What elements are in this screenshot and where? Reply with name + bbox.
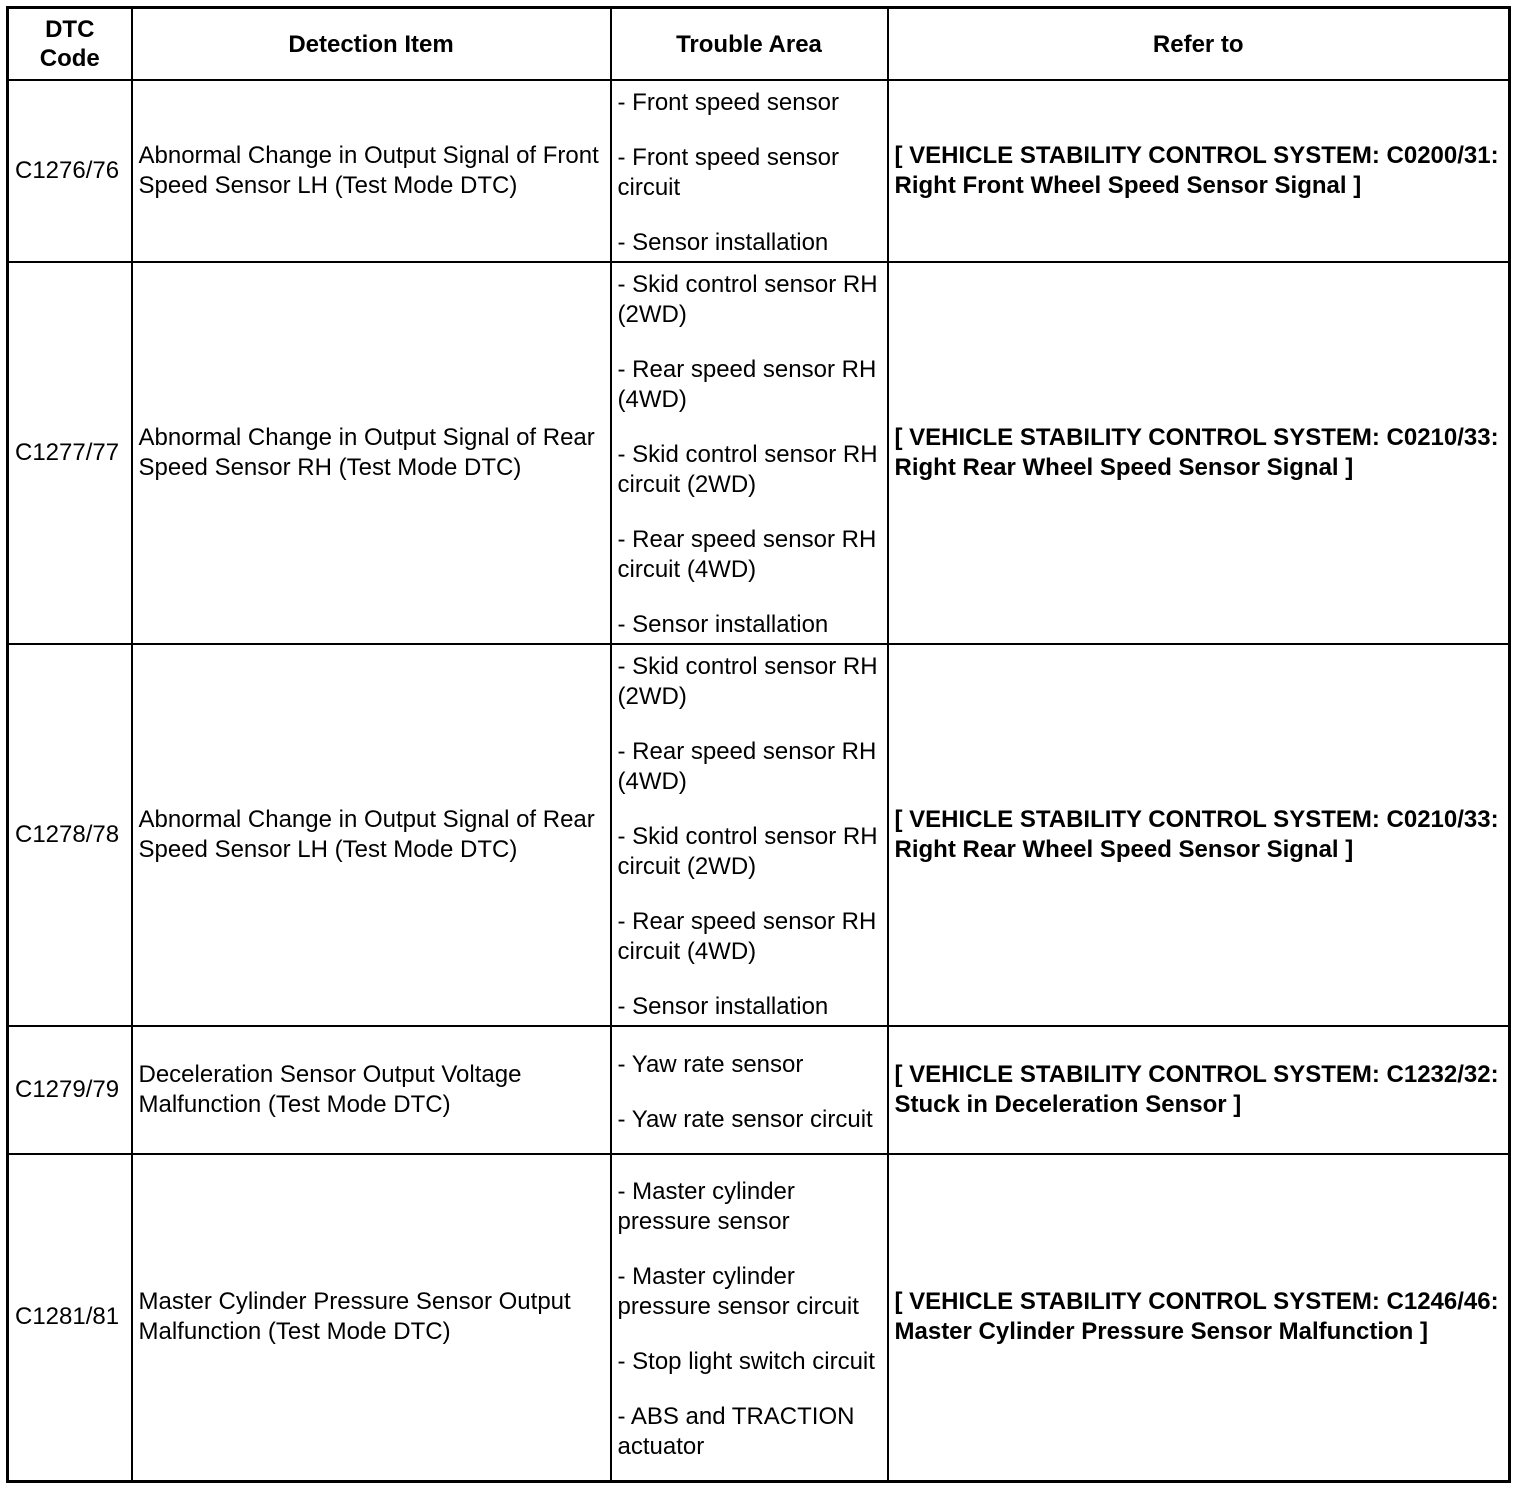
trouble-area-item: - Yaw rate sensor — [617, 1050, 804, 1078]
trouble-area-item: - Yaw rate sensor circuit — [617, 1105, 873, 1133]
trouble-area-item: - Rear speed sensor RH (4WD) — [617, 738, 877, 795]
trouble-area-cell — [611, 644, 888, 1026]
trouble-area-item: - Skid control sensor RH circuit (2WD) — [617, 441, 878, 498]
refer-to-cell: [ VEHICLE STABILITY CONTROL SYSTEM: C1232/32: Stuck in Deceleration Sensor ] — [888, 1026, 1510, 1154]
trouble-area-item: - ABS and TRACTION actuator — [617, 1402, 855, 1460]
detection-item-cell: Abnormal Change in Output Signal of Front Speed Sensor LH (Test Mode DTC) — [132, 80, 611, 262]
table-row — [8, 80, 1510, 262]
table-row — [8, 262, 1510, 644]
trouble-area-cell — [611, 1154, 888, 1481]
trouble-area-item: - Stop light switch circuit — [617, 1347, 875, 1375]
refer-to-cell: [ VEHICLE STABILITY CONTROL SYSTEM: C0210/33: Right Rear Wheel Speed Sensor Signal ] — [888, 262, 1510, 644]
detection-item-cell: Master Cylinder Pressure Sensor Output Malfunction (Test Mode DTC) — [132, 1154, 611, 1481]
detection-item-cell: Abnormal Change in Output Signal of Rear Speed Sensor RH (Test Mode DTC) — [132, 262, 611, 644]
dtc-code-cell: C1276/76 — [8, 80, 132, 262]
header-row — [8, 8, 1510, 81]
dtc-code-cell: C1278/78 — [8, 644, 132, 1026]
trouble-area-item: - Front speed sensor circuit — [617, 144, 839, 201]
dtc-table — [6, 6, 1511, 1483]
trouble-area-item: - Master cylinder pressure sensor — [617, 1177, 795, 1235]
trouble-area-item: - Front speed sensor — [617, 89, 839, 116]
dtc-code-cell: C1281/81 — [8, 1154, 132, 1481]
refer-to-cell: [ VEHICLE STABILITY CONTROL SYSTEM: C1246/46: Master Cylinder Pressure Sensor Malfunction ] — [888, 1154, 1510, 1481]
table-row — [8, 1026, 1510, 1154]
trouble-area-item: - Rear speed sensor RH (4WD) — [617, 356, 877, 413]
trouble-area-cell — [611, 262, 888, 644]
header-detection-item: Detection Item — [132, 8, 611, 81]
trouble-area-cell — [611, 80, 888, 262]
trouble-area-item: - Master cylinder pressure sensor circuit — [617, 1262, 859, 1320]
detection-item-cell: Deceleration Sensor Output Voltage Malfunction (Test Mode DTC) — [132, 1026, 611, 1154]
trouble-area-item: - Sensor installation — [617, 993, 829, 1020]
trouble-area-item: - Sensor installation — [617, 229, 829, 256]
refer-to-cell: [ VEHICLE STABILITY CONTROL SYSTEM: C0200/31: Right Front Wheel Speed Sensor Signal ] — [888, 80, 1510, 262]
trouble-area-item: - Rear speed sensor RH circuit (4WD) — [617, 908, 877, 965]
trouble-area-item: - Skid control sensor RH (2WD) — [617, 653, 878, 710]
table-row — [8, 1154, 1510, 1481]
trouble-area-item: - Sensor installation — [617, 611, 829, 638]
dtc-code-cell: C1279/79 — [8, 1026, 132, 1154]
dtc-code-cell: C1277/77 — [8, 262, 132, 644]
trouble-area-cell — [611, 1026, 888, 1154]
table-row — [8, 644, 1510, 1026]
header-dtc-code: DTC Code — [8, 8, 132, 81]
header-trouble-area: Trouble Area — [611, 8, 888, 81]
trouble-area-item: - Rear speed sensor RH circuit (4WD) — [617, 526, 877, 583]
detection-item-cell: Abnormal Change in Output Signal of Rear Speed Sensor LH (Test Mode DTC) — [132, 644, 611, 1026]
header-refer-to: Refer to — [888, 8, 1510, 81]
refer-to-cell: [ VEHICLE STABILITY CONTROL SYSTEM: C0210/33: Right Rear Wheel Speed Sensor Signal ] — [888, 644, 1510, 1026]
trouble-area-item: - Skid control sensor RH (2WD) — [617, 271, 878, 328]
trouble-area-item: - Skid control sensor RH circuit (2WD) — [617, 823, 878, 880]
